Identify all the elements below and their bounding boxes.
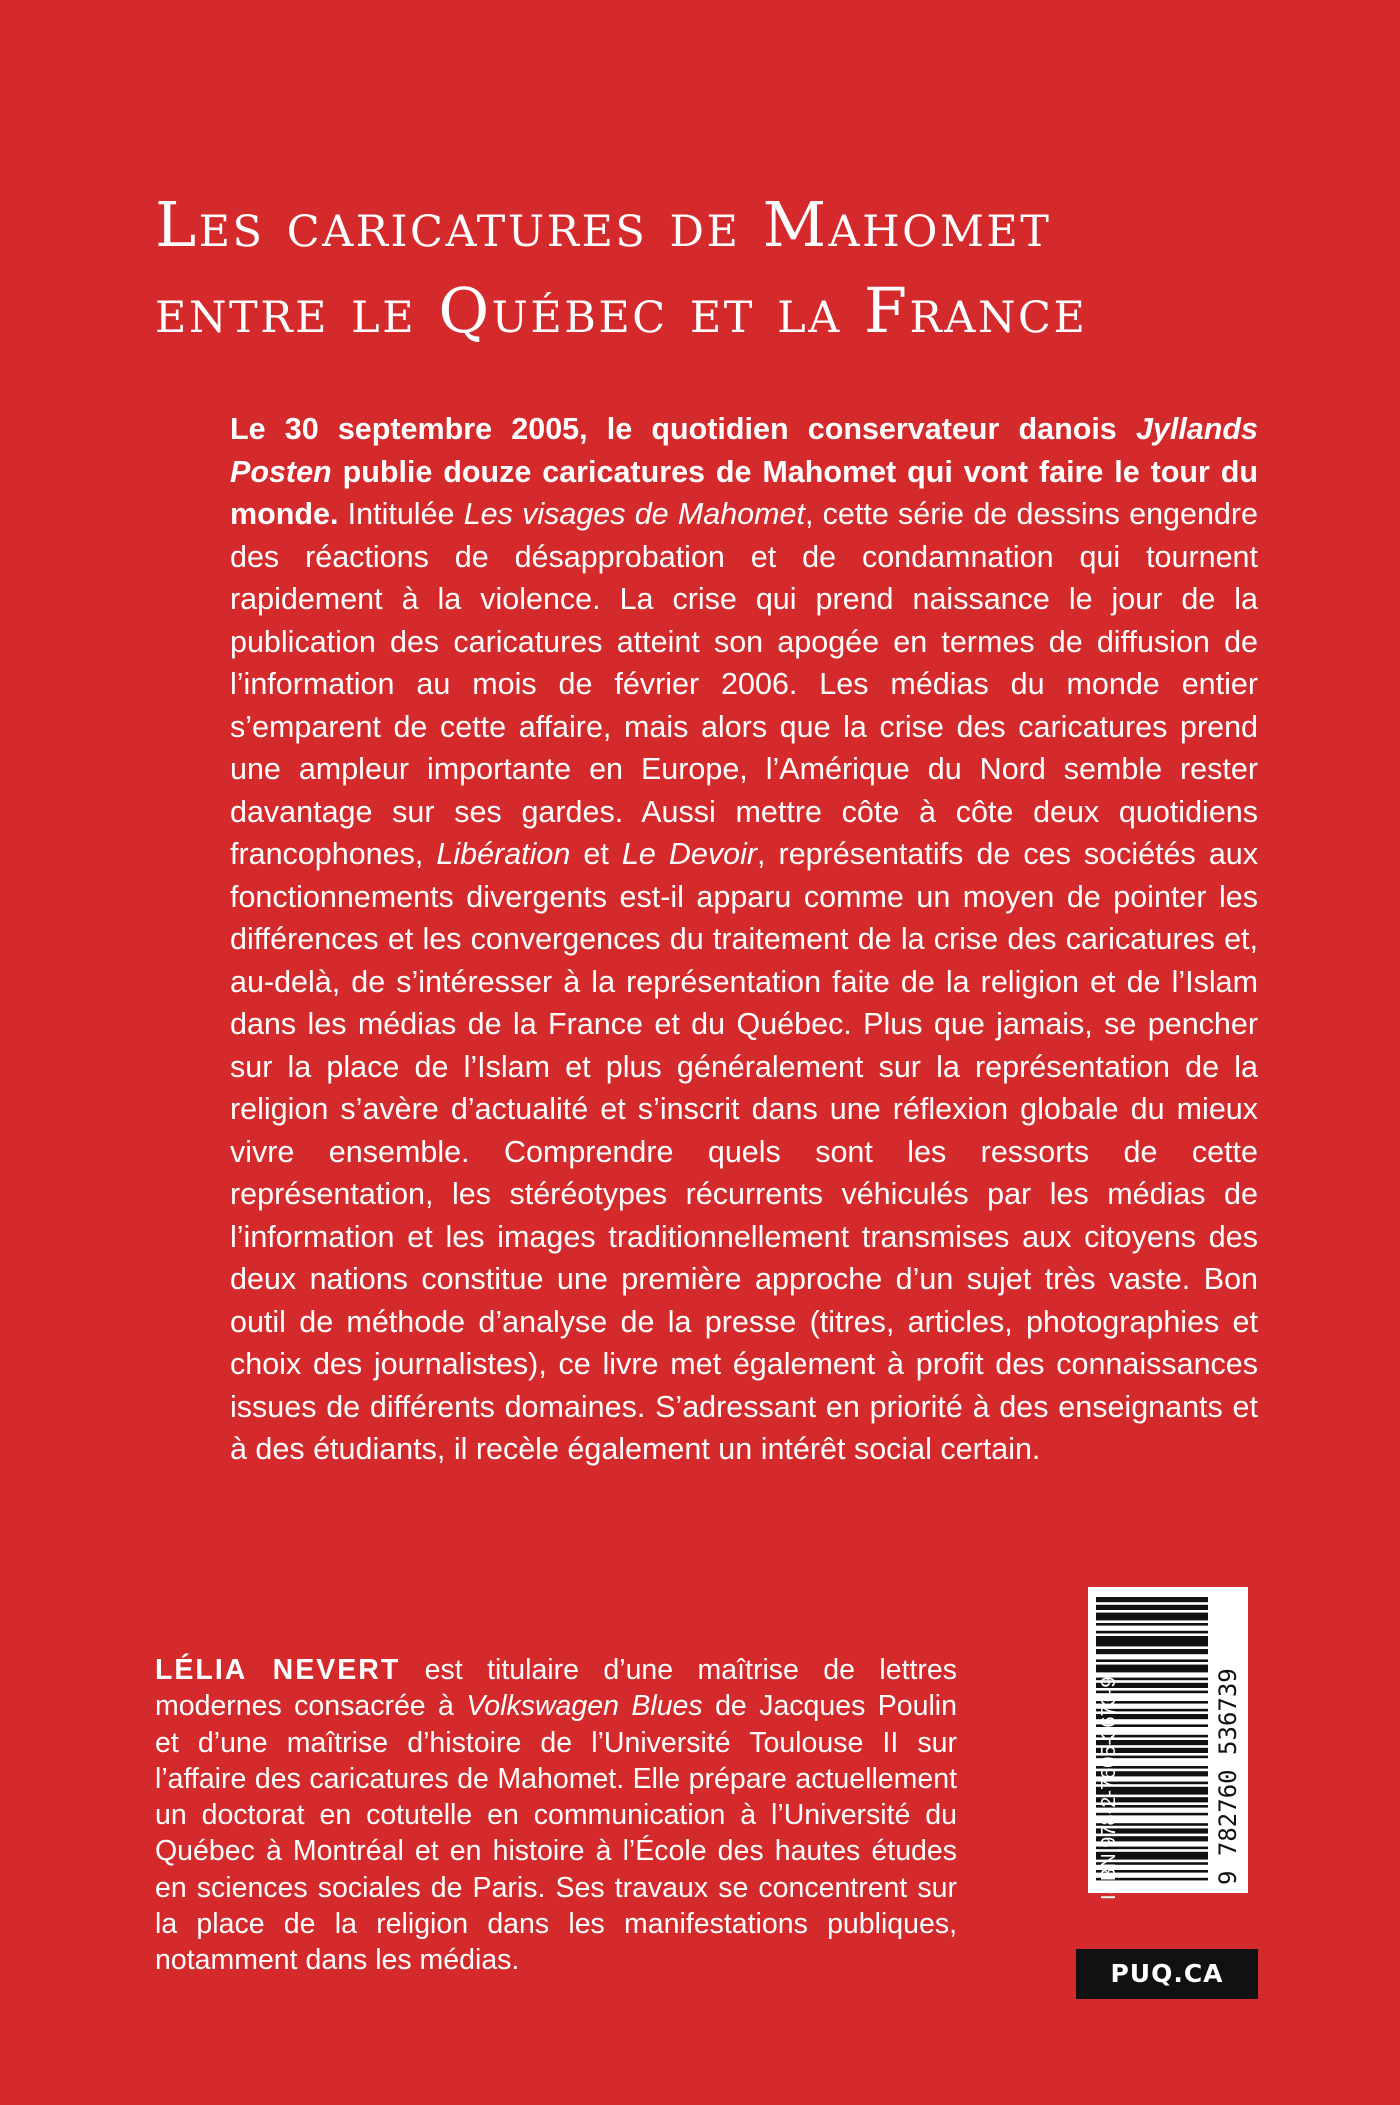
- book-title: [155, 182, 1305, 354]
- book-title-line-2: entre le Québec et la France: [155, 274, 1088, 347]
- barcode-bar: [1096, 1605, 1208, 1610]
- book-title-line-1: Les caricatures de Mahomet: [155, 188, 1052, 261]
- bio-novel-title: Volkswagen Blues: [466, 1690, 703, 1723]
- publisher-link[interactable]: PUQ.CA: [1110, 1959, 1224, 1988]
- publisher-badge[interactable]: [1076, 1949, 1258, 1999]
- barcode-bar: [1096, 1597, 1208, 1602]
- summary-series-title: Les visages de Mahomet: [463, 497, 805, 531]
- barcode-bar: [1096, 1613, 1208, 1621]
- summary-newspaper-le-devoir: Le Devoir: [621, 837, 758, 871]
- summary-text-3: et: [570, 837, 622, 871]
- isbn-label: ISBN 978-2-7605-3673-9: [1098, 1676, 1120, 1900]
- summary-lead-end: publie douze caricatures de Mahomet qui vont faire le tour du monde.: [230, 454, 1258, 531]
- barcode-bar: [1096, 1649, 1208, 1654]
- barcode-digits: 9 782760 536739: [1214, 1668, 1242, 1885]
- barcode-bar: [1096, 1623, 1208, 1626]
- bio-text-1: est titulaire d’une maîtrise de lettres modernes consacrée à: [155, 1654, 957, 1723]
- summary-text-2: , cette série de dessins engendre des réactions de désapprobation et de condamnation qui tournent rapidement à la violence. La crise qui prend naissance le jour de la publication des caricatures atteint son apogée en termes de diffusion de l’information au mois de février 2006. Les médias du monde entier s’emparent de cette affaire, mais alors que la crise des caricatures prend une ampleur importante en Europe, l’Amérique du Nord semble rester davantage sur ses gardes. Aussi mettre côte à côte deux quotidiens francophones,: [230, 497, 1258, 871]
- barcode-bar: [1096, 1636, 1208, 1646]
- summary-text-1: Intitulée: [338, 497, 464, 531]
- author-name: LÉLIA NEVERT: [155, 1654, 401, 1686]
- book-summary: [230, 408, 1258, 1471]
- bio-text-2: de Jacques Poulin et d’une maîtrise d’histoire de l’Université Toulouse II sur l’affaire des caricatures de Mahomet. Elle prépare actuellement un doctorat en cotutelle en communication à l’Université du Québec à Montréal et en histoire à l’École des hautes études en sciences sociales de Paris. Ses travaux se concentrent sur la place de la religion dans les manifestations publiques, notamment dans les médias.: [155, 1690, 957, 1977]
- barcode-bar: [1096, 1631, 1208, 1634]
- isbn-number: [1098, 1676, 1128, 1900]
- summary-newspaper-liberation: Libération: [436, 837, 571, 871]
- summary-lead-newspaper: Jyllands Posten: [230, 412, 1258, 489]
- summary-text-4: , représentatifs de ces sociétés aux fonctionnements divergents est-il apparu comme un moyen de pointer les différences et les convergences du traitement de la crise des caricatures et, au-delà, de s’intéresser à la représentation faite de la religion et de l’Islam dans les médias de la France et du Québec. Plus que jamais, se pencher sur la place de l’Islam et plus généralement sur la représentation de la religion s’avère d’actualité et s’inscrit dans une réflexion globale du mieux vivre ensemble. Comprendre quels sont les ressorts de cette représentation, les stéréotypes récurrents véhiculés par les médias de l’information et les images traditionnellement transmises aux citoyens des deux nations constitue une première approche d’un sujet très vaste. Bon outil de méthode d’analyse de la presse (titres, articles, photographies et choix des journalistes), ce livre met également à profit des connaissances issues de différents domaines. S’adressant en priorité à des enseignants et à des étudiants, il recèle également un intérêt social certain.: [230, 837, 1258, 1466]
- summary-lead-start: Le 30 septembre 2005, le quotidien conservateur danois: [230, 412, 1136, 446]
- author-bio: [155, 1652, 957, 1979]
- barcode-bar: [1096, 1665, 1208, 1673]
- barcode-bar: [1096, 1659, 1208, 1662]
